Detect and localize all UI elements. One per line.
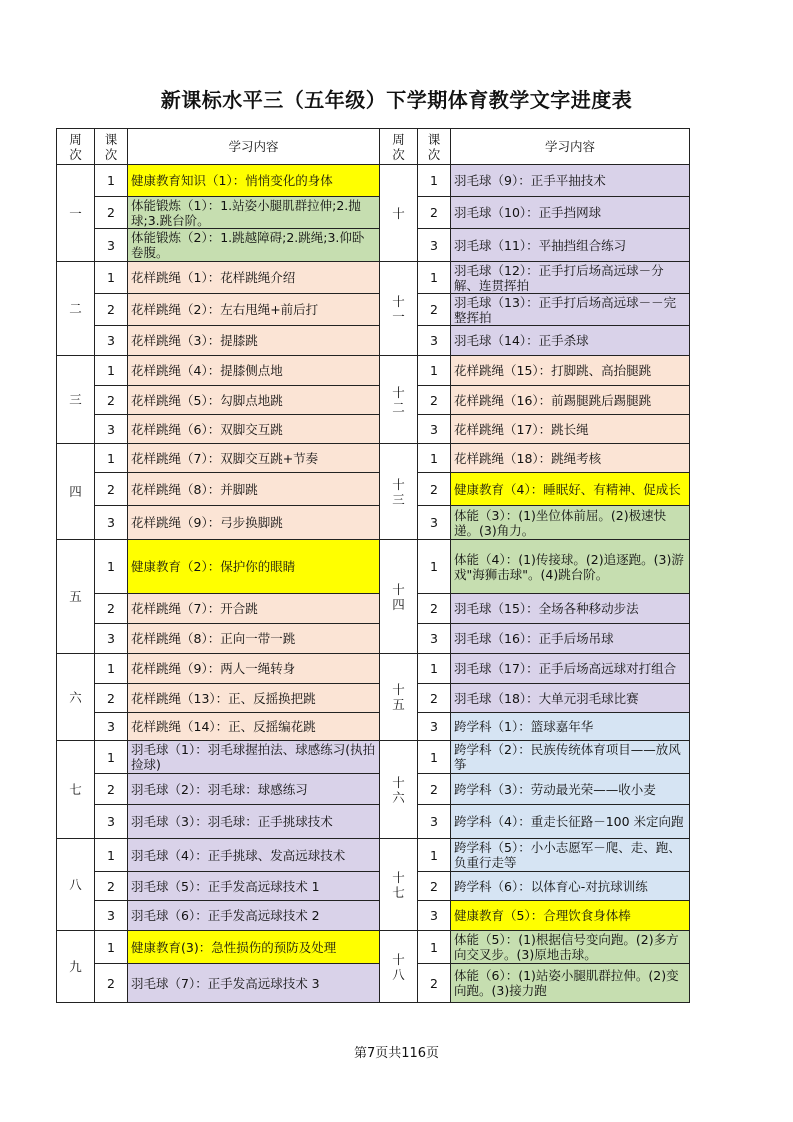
lesson-number: 1: [418, 931, 451, 964]
lesson-number: 1: [418, 262, 451, 294]
lesson-content: 花样跳绳（1）：花样跳绳介绍: [128, 262, 380, 294]
table-row: [57, 356, 690, 386]
lesson-content: 羽毛球（15）：全场各种移动步法: [451, 594, 690, 624]
lesson-content: 花样跳绳（6）：双脚交互跳: [128, 415, 380, 444]
lesson-content: 体能（4）：(1)传接球。(2)追逐跑。(3)游戏"海狮击球"。(4)跳台阶。: [451, 540, 690, 594]
lesson-number: 2: [418, 684, 451, 713]
lesson-number: 1: [95, 741, 128, 774]
page-footer: 第7页共116页: [353, 1046, 440, 1061]
week-cell: 十 六: [380, 741, 418, 839]
week-cell: 二: [57, 262, 95, 356]
lesson-number: 3: [418, 901, 451, 931]
lesson-content: 花样跳绳（7）：双脚交互跳+节奏: [128, 444, 380, 473]
lesson-content: 花样跳绳（3）：提膝跳: [128, 326, 380, 356]
lesson-number: 3: [95, 805, 128, 839]
lesson-number: 3: [95, 901, 128, 931]
lesson-content: 体能锻炼（1）：1.站姿小腿肌群拉伸;2.抛球;3.跳台阶。: [128, 197, 380, 229]
lesson-content: 健康教育（4）：睡眠好、有精神、促成长: [451, 473, 690, 506]
week-cell: 三: [57, 356, 95, 444]
table-row: [57, 165, 690, 197]
week-header: 周 次: [380, 129, 418, 165]
lesson-content: 花样跳绳（2）：左右甩绳+前后打: [128, 294, 380, 326]
table-row: [57, 229, 690, 262]
lesson-number: 2: [95, 294, 128, 326]
lesson-number: 3: [95, 326, 128, 356]
lesson-content: 体能（3）：(1)坐位体前屈。(2)极速快递。(3)角力。: [451, 506, 690, 540]
lesson-content: 跨学科（3）：劳动最光荣——收小麦: [451, 774, 690, 805]
lesson-content: 跨学科（4）：重走长征路－100 米定向跑: [451, 805, 690, 839]
table-row: [57, 262, 690, 294]
table-row: [57, 964, 690, 1003]
lesson-number: 2: [95, 774, 128, 805]
lesson-content: 健康教育（5）：合理饮食身体棒: [451, 901, 690, 931]
lesson-number: 2: [95, 594, 128, 624]
lesson-content: 羽毛球（16）：正手后场吊球: [451, 624, 690, 654]
lesson-content: 跨学科（1）：篮球嘉年华: [451, 713, 690, 741]
table-row: [57, 473, 690, 506]
lesson-content: 花样跳绳（16）：前踢腿跳后踢腿跳: [451, 386, 690, 415]
lesson-number: 2: [418, 197, 451, 229]
lesson-number: 1: [418, 540, 451, 594]
table-row: [57, 540, 690, 594]
table-row: [57, 415, 690, 444]
lesson-number: 2: [95, 872, 128, 901]
week-cell: 一: [57, 165, 95, 262]
lesson-content: 花样跳绳（5）：勾脚点地跳: [128, 386, 380, 415]
table-row: [57, 386, 690, 415]
lesson-number: 2: [95, 684, 128, 713]
lesson-number: 1: [95, 444, 128, 473]
lesson-number: 1: [95, 165, 128, 197]
header-row: [57, 129, 690, 165]
lesson-content: 羽毛球（12）：正手打后场高远球－分解、连贯挥拍: [451, 262, 690, 294]
lesson-content: 健康教育（2）：保护你的眼睛: [128, 540, 380, 594]
lesson-number: 2: [418, 386, 451, 415]
lesson-number: 1: [95, 931, 128, 964]
lesson-content: 花样跳绳（7）：开合跳: [128, 594, 380, 624]
lesson-header: 课 次: [95, 129, 128, 165]
lesson-number: 2: [95, 197, 128, 229]
week-cell: 十 二: [380, 356, 418, 444]
table-row: [57, 624, 690, 654]
lesson-number: 2: [418, 294, 451, 326]
lesson-content: 体能锻炼（2）：1.跳越障碍;2.跳绳;3.仰卧卷腹。: [128, 229, 380, 262]
lesson-number: 3: [418, 229, 451, 262]
week-cell: 八: [57, 839, 95, 931]
week-cell: 十 四: [380, 540, 418, 654]
lesson-content: 羽毛球（17）：正手后场高远球对打组合: [451, 654, 690, 684]
table-row: [57, 506, 690, 540]
lesson-content: 花样跳绳（4）：提膝侧点地: [128, 356, 380, 386]
lesson-number: 2: [418, 964, 451, 1003]
lesson-content: 羽毛球（13）：正手打后场高远球－－完整挥拍: [451, 294, 690, 326]
lesson-number: 3: [418, 624, 451, 654]
lesson-number: 1: [95, 654, 128, 684]
week-cell: 十 一: [380, 262, 418, 356]
lesson-number: 1: [95, 839, 128, 872]
lesson-content: 体能（5）：(1)根据信号变向跑。(2)多方向交叉步。(3)原地击球。: [451, 931, 690, 964]
lesson-content: 羽毛球（1）：羽毛球握拍法、球感练习(执拍捡球): [128, 741, 380, 774]
content-header: 学习内容: [128, 129, 380, 165]
lesson-content: 羽毛球（6）：正手发高远球技术 2: [128, 901, 380, 931]
lesson-header: 课 次: [418, 129, 451, 165]
week-cell: 四: [57, 444, 95, 540]
table-row: [57, 741, 690, 774]
lesson-number: 1: [418, 839, 451, 872]
lesson-content: 羽毛球（2）：羽毛球：球感练习: [128, 774, 380, 805]
table-row: [57, 197, 690, 229]
lesson-number: 3: [95, 713, 128, 741]
table-row: [57, 805, 690, 839]
lesson-number: 2: [95, 473, 128, 506]
table-row: [57, 839, 690, 872]
lesson-number: 1: [418, 654, 451, 684]
lesson-number: 3: [95, 415, 128, 444]
lesson-content: 羽毛球（11）：平抽挡组合练习: [451, 229, 690, 262]
lesson-number: 2: [95, 964, 128, 1003]
week-cell: 十 三: [380, 444, 418, 540]
lesson-number: 2: [418, 872, 451, 901]
lesson-content: 健康教育(3)：急性损伤的预防及处理: [128, 931, 380, 964]
lesson-content: 羽毛球（10）：正手挡网球: [451, 197, 690, 229]
week-cell: 十: [380, 165, 418, 262]
lesson-number: 2: [95, 386, 128, 415]
lesson-content: 体能（6）：(1)站姿小腿肌群拉伸。(2)变向跑。(3)接力跑: [451, 964, 690, 1003]
table-row: [57, 654, 690, 684]
table-row: [57, 931, 690, 964]
lesson-content: 花样跳绳（8）：正向一带一跳: [128, 624, 380, 654]
lesson-number: 2: [418, 774, 451, 805]
table-row: [57, 774, 690, 805]
table-row: [57, 872, 690, 901]
lesson-content: 羽毛球（14）：正手杀球: [451, 326, 690, 356]
lesson-number: 2: [418, 473, 451, 506]
lesson-number: 3: [418, 506, 451, 540]
lesson-content: 花样跳绳（8）：并脚跳: [128, 473, 380, 506]
week-cell: 十 五: [380, 654, 418, 741]
lesson-content: 跨学科（5）：小小志愿军－爬、走、跑、负重行走等: [451, 839, 690, 872]
week-header: 周 次: [57, 129, 95, 165]
page-title: 新课标水平三（五年级）下学期体育教学文字进度表: [160, 88, 633, 112]
lesson-number: 1: [418, 165, 451, 197]
lesson-content: 羽毛球（5）：正手发高远球技术 1: [128, 872, 380, 901]
table-row: [57, 594, 690, 624]
lesson-number: 3: [418, 415, 451, 444]
lesson-content: 花样跳绳（18）：跳绳考核: [451, 444, 690, 473]
lesson-content: 花样跳绳（9）：两人一绳转身: [128, 654, 380, 684]
table-row: [57, 444, 690, 473]
lesson-content: 花样跳绳（9）：弓步换脚跳: [128, 506, 380, 540]
lesson-content: 羽毛球（4）：正手挑球、发高远球技术: [128, 839, 380, 872]
lesson-content: 羽毛球（9）：正手平抽技术: [451, 165, 690, 197]
lesson-number: 1: [95, 262, 128, 294]
lesson-number: 1: [418, 356, 451, 386]
table-row: [57, 326, 690, 356]
lesson-number: 1: [95, 356, 128, 386]
lesson-content: 花样跳绳（17）：跳长绳: [451, 415, 690, 444]
week-cell: 七: [57, 741, 95, 839]
lesson-number: 3: [95, 506, 128, 540]
lesson-number: 2: [418, 594, 451, 624]
lesson-content: 跨学科（6）：以体育心-对抗球训练: [451, 872, 690, 901]
lesson-number: 1: [95, 540, 128, 594]
lesson-content: 花样跳绳（14）：正、反摇编花跳: [128, 713, 380, 741]
week-cell: 五: [57, 540, 95, 654]
lesson-content: 健康教育知识（1）：悄悄变化的身体: [128, 165, 380, 197]
lesson-number: 3: [95, 229, 128, 262]
table-row: [57, 713, 690, 741]
lesson-number: 3: [418, 713, 451, 741]
schedule-table: [56, 128, 690, 1003]
table-row: [57, 684, 690, 713]
week-cell: 十 八: [380, 931, 418, 1003]
lesson-content: 羽毛球（18）：大单元羽毛球比赛: [451, 684, 690, 713]
lesson-content: 花样跳绳（13）：正、反摇换把跳: [128, 684, 380, 713]
lesson-content: 跨学科（2）：民族传统体育项目——放风筝: [451, 741, 690, 774]
week-cell: 十 七: [380, 839, 418, 931]
lesson-content: 羽毛球（3）：羽毛球：正手挑球技术: [128, 805, 380, 839]
lesson-number: 3: [95, 624, 128, 654]
lesson-number: 1: [418, 741, 451, 774]
lesson-content: 花样跳绳（15）：打脚跳、高抬腿跳: [451, 356, 690, 386]
lesson-content: 羽毛球（7）：正手发高远球技术 3: [128, 964, 380, 1003]
week-cell: 六: [57, 654, 95, 741]
lesson-number: 3: [418, 805, 451, 839]
content-header: 学习内容: [451, 129, 690, 165]
week-cell: 九: [57, 931, 95, 1003]
table-row: [57, 294, 690, 326]
table-row: [57, 901, 690, 931]
lesson-number: 1: [418, 444, 451, 473]
lesson-number: 3: [418, 326, 451, 356]
